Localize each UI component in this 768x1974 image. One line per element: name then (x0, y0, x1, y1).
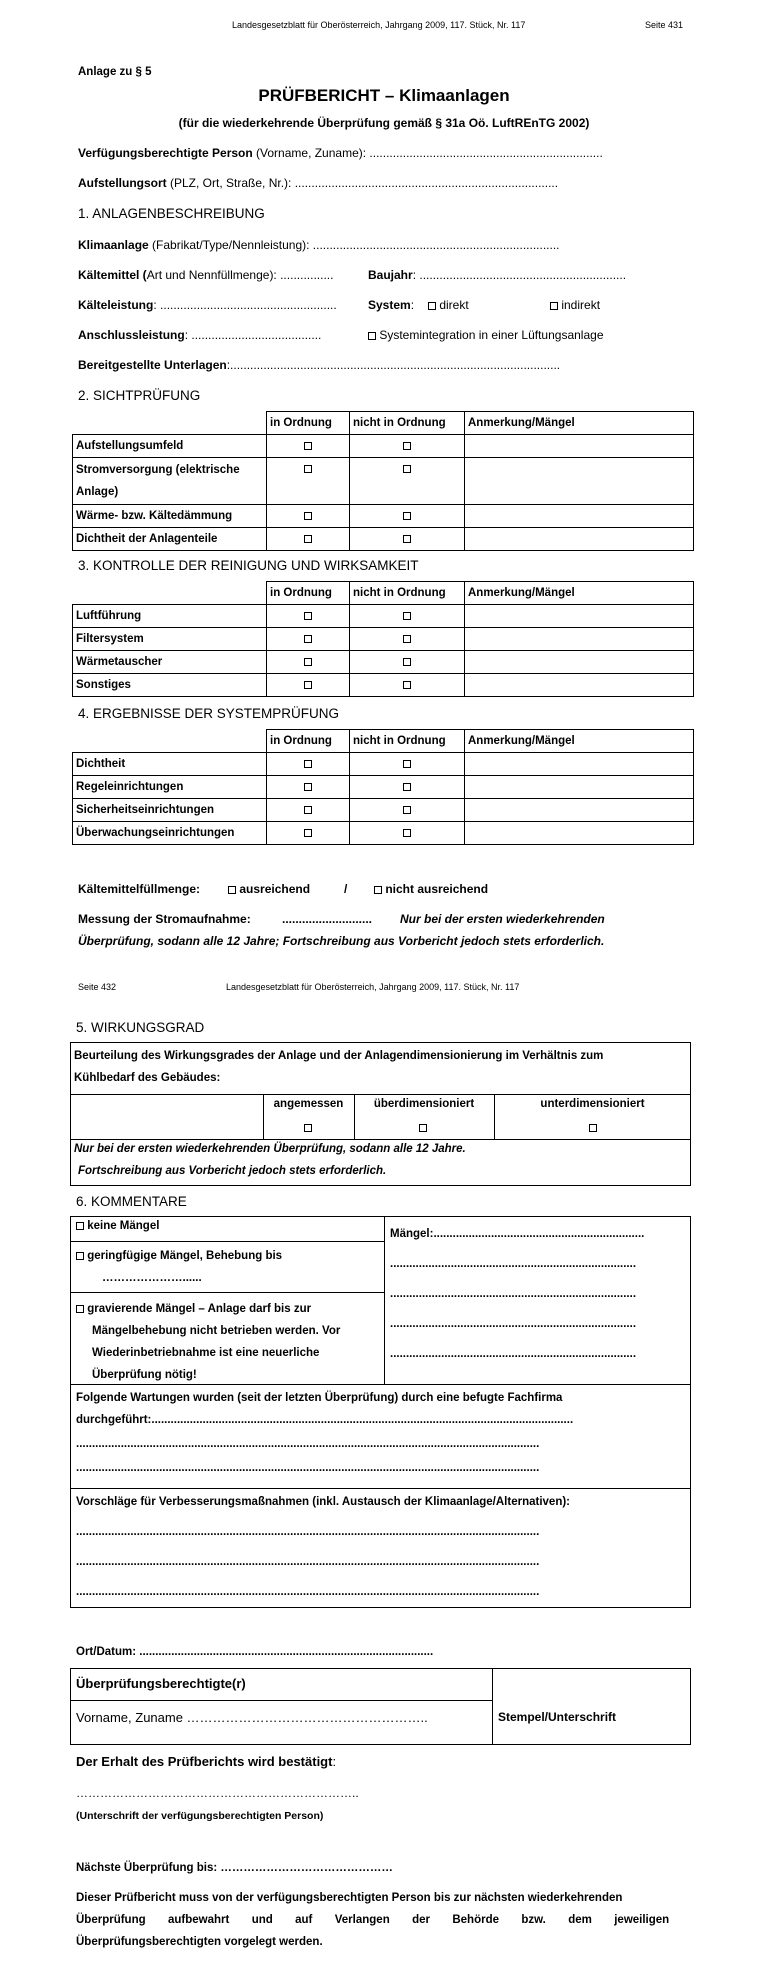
gravierende-maengel-option[interactable]: gravierende Mängel – Anlage darf bis zur Mängelbehebung nicht betrieben werden. Vor Wiederinbetriebnahme ist eine neuerliche Überprüfung nötig! (76, 1298, 340, 1386)
checkbox[interactable] (304, 442, 312, 450)
location-field[interactable]: Aufstellungsort (PLZ, Ort, Straße, Nr.): ............................................................................... (78, 176, 559, 190)
option-ueberdimensioniert-label: überdimensioniert (373, 1098, 475, 1110)
checkbox[interactable] (304, 681, 312, 689)
measure-label: Messung der Stromaufnahme: (78, 912, 251, 926)
anschluss-field[interactable]: Anschlussleistung: ....................................... (78, 328, 322, 342)
checkbox[interactable] (403, 442, 411, 450)
vorschlaege-line[interactable]: ................................................................................................................................................. (76, 1526, 540, 1538)
checkbox[interactable] (403, 465, 411, 473)
checkbox[interactable] (304, 658, 312, 666)
checkbox[interactable] (304, 512, 312, 520)
fill-quantity: Kältemittelfüllmenge: (78, 882, 201, 896)
sichtpruefung-table (72, 411, 694, 551)
unterdimensioniert-checkbox[interactable] (589, 1120, 597, 1134)
footer-line-1: Dieser Prüfbericht muss von der verfügungsberechtigten Person bis zur nächsten wiederkehrenden (76, 1892, 623, 1904)
remarks-cell[interactable] (465, 628, 694, 651)
behebung-bis-field[interactable]: …………………...... (102, 1272, 202, 1284)
table-row: Luftführung (73, 605, 694, 628)
wirkungsgrad-note-1: Nur bei der ersten wiederkehrenden Überprüfung, sodann alle 12 Jahre. (74, 1143, 466, 1155)
section-1-heading: 1. ANLAGENBESCHREIBUNG (78, 206, 265, 221)
system-direkt-option[interactable]: direkt (428, 298, 469, 312)
naechste-pruefung-field[interactable]: Nächste Überprüfung bis: ……………………………………… (76, 1862, 393, 1874)
wartung-line[interactable]: ................................................................................................................................................. (76, 1462, 540, 1474)
page-number: Seite 432 (78, 982, 117, 992)
table-header-row (73, 412, 694, 435)
annex-label: Anlage zu § 5 (78, 66, 152, 78)
vorschlaege-line[interactable]: ................................................................................................................................................. (76, 1556, 540, 1568)
section-4-heading: 4. ERGEBNISSE DER SYSTEMPRÜFUNG (78, 706, 340, 721)
option-angemessen-label: angemessen (273, 1098, 344, 1110)
kaelteleistung-field[interactable]: Kälteleistung: ..................................................... (78, 298, 337, 312)
systempruefung-table: in Ordnung nicht in Ordnung Anmerkung/Mängel Dichtheit Regeleinrichtungen Sicherheitseinrichtungen Überwachungseinrichtungen (72, 729, 694, 845)
checkbox[interactable] (403, 681, 411, 689)
checkbox[interactable] (403, 635, 411, 643)
col-header-remarks: Anmerkung/Mängel (465, 412, 694, 435)
table-row: Sonstiges (73, 674, 694, 697)
table-row: Stromversorgung (elektrische Anlage) (73, 458, 694, 505)
checkbox[interactable] (304, 760, 312, 768)
checkbox[interactable] (403, 612, 411, 620)
table-row: Sicherheitseinrichtungen (73, 799, 694, 822)
checkbox[interactable] (403, 512, 411, 520)
kaeltemittel-field[interactable]: Kältemittel (Art und Nennfüllmenge): ................ (78, 268, 334, 282)
measure-note-1: Nur bei der ersten wiederkehrenden (400, 912, 605, 926)
section-2-heading: 2. SICHTPRÜFUNG (78, 388, 201, 403)
section-5-heading: 5. WIRKUNGSGRAD (76, 1020, 205, 1035)
angemessen-checkbox[interactable] (304, 1120, 312, 1134)
checkbox[interactable] (403, 760, 411, 768)
vorschlaege-line[interactable]: ................................................................................................................................................. (76, 1586, 540, 1598)
page-title: PRÜFBERICHT – Klimaanlagen (258, 86, 510, 105)
checkbox[interactable] (403, 658, 411, 666)
table-row: Wärmetauscher (73, 651, 694, 674)
table-row: Dichtheit der Anlagenteile (73, 528, 694, 551)
klimaanlage-field[interactable]: Klimaanlage (Fabrikat/Type/Nennleistung): .......................................................................... (78, 238, 560, 252)
checkbox[interactable] (304, 783, 312, 791)
measure-dots[interactable]: ........................... (282, 912, 373, 926)
page-number: Seite 431 (645, 20, 684, 30)
checkbox[interactable] (304, 635, 312, 643)
table-row: Filtersystem (73, 628, 694, 651)
remarks-cell[interactable] (465, 799, 694, 822)
maengel-line[interactable]: ............................................................................. (390, 1288, 637, 1300)
remarks-cell[interactable] (465, 674, 694, 697)
section-6-heading: 6. KOMMENTARE (76, 1194, 187, 1209)
ort-datum-field[interactable]: Ort/Datum: ............................................................................................ (76, 1646, 434, 1658)
table-row: Aufstellungsumfeld (73, 435, 694, 458)
wirkungsgrad-note-2: Fortschreibung aus Vorbericht jedoch stets erforderlich. (78, 1165, 387, 1177)
erhalt-signature-field[interactable]: …………………………………………………………….. (76, 1786, 359, 1800)
fill-ausreichend-option[interactable]: ausreichend (228, 882, 310, 896)
erhalt-label: Der Erhalt des Prüfberichts wird bestätigt: (76, 1754, 337, 1769)
footer-line-3: Überprüfungsberechtigten vorgelegt werden. (76, 1936, 323, 1948)
checkbox[interactable] (228, 886, 236, 894)
checkbox[interactable] (76, 1252, 84, 1260)
page-header-journal: Landesgesetzblatt für Oberösterreich, Jahrgang 2009, 117. Stück, Nr. 117 (232, 20, 526, 30)
maengel-line[interactable]: ............................................................................. (390, 1348, 637, 1360)
remarks-cell[interactable] (465, 505, 694, 528)
vorschlaege-label: Vorschläge für Verbesserungsmaßnahmen (inkl. Austausch der Klimaanlage/Alternativen): (76, 1496, 571, 1508)
ueberdimensioniert-checkbox[interactable] (419, 1120, 427, 1134)
checkbox[interactable] (304, 806, 312, 814)
keine-maengel-option[interactable]: keine Mängel (76, 1220, 159, 1232)
unterlagen-field[interactable]: Bereitgestellte Unterlagen:................................................................................................... (78, 358, 561, 372)
page-subtitle: (für die wiederkehrende Überprüfung gemäß § 31a Oö. LuftREnTG 2002) (178, 116, 590, 130)
maengel-line[interactable]: ............................................................................. (390, 1318, 637, 1330)
remarks-cell[interactable] (465, 776, 694, 799)
system-indirekt-option[interactable]: indirekt (550, 298, 600, 312)
stempel-unterschrift-field[interactable]: Stempel/Unterschrift (498, 1710, 617, 1724)
systemintegration-option[interactable]: Systemintegration in einer Lüftungsanlage (368, 328, 604, 342)
table-row: Wärme- bzw. Kältedämmung (73, 505, 694, 528)
checkbox[interactable] (403, 535, 411, 543)
table-row: Dichtheit (73, 753, 694, 776)
fill-nicht-ausreichend-option[interactable]: nicht ausreichend (374, 882, 488, 896)
system-field: System: (368, 298, 421, 312)
wartung-text-1: Folgende Wartungen wurden (seit der letzten Überprüfung) durch eine befugte Fachfirma (76, 1392, 563, 1404)
wartung-line[interactable]: ................................................................................................................................................. (76, 1438, 540, 1450)
wirkungsgrad-intro-2: Kühlbedarf des Gebäudes: (74, 1072, 221, 1084)
checkbox[interactable] (550, 302, 558, 310)
checkbox[interactable] (304, 612, 312, 620)
checkbox[interactable] (304, 465, 312, 473)
remarks-cell[interactable] (465, 753, 694, 776)
name-field[interactable]: Vorname, Zuname ……………………………………………….. (76, 1710, 428, 1725)
fill-separator: / (344, 882, 348, 896)
checkbox[interactable] (368, 332, 376, 340)
remarks-cell[interactable] (465, 435, 694, 458)
wartung-field[interactable]: durchgeführt:.................................................................................................................................... (76, 1414, 574, 1426)
section-3-heading: 3. KONTROLLE DER REINIGUNG UND WIRKSAMKEIT (78, 558, 419, 573)
maengel-line[interactable]: ............................................................................. (390, 1258, 637, 1270)
checkbox[interactable] (428, 302, 436, 310)
berechtigter-label: Überprüfungsberechtigte(r) (76, 1676, 246, 1691)
maengel-field[interactable]: Mängel:.................................................................. (390, 1228, 645, 1240)
measure-note-2: Überprüfung, sodann alle 12 Jahre; Fortschreibung aus Vorbericht jedoch stets erforderlich. (78, 934, 605, 948)
remarks-cell[interactable] (465, 528, 694, 551)
remarks-cell[interactable] (465, 651, 694, 674)
remarks-cell[interactable] (465, 605, 694, 628)
baujahr-field[interactable]: Baujahr: .............................................................. (368, 268, 627, 282)
erhalt-caption: (Unterschrift der verfügungsberechtigten Person) (76, 1810, 324, 1822)
checkbox[interactable] (76, 1305, 84, 1313)
wirkungsgrad-intro-1: Beurteilung des Wirkungsgrades der Anlage und der Anlagendimensionierung im Verhältnis zum (74, 1050, 604, 1062)
footer-line-2: Überprüfung aufbewahrt und auf Verlangen der Behörde bzw. dem jeweiligen (76, 1914, 670, 1926)
reinigung-table: in Ordnung nicht in Ordnung Anmerkung/Mängel Luftführung Filtersystem Wärmetauscher Sonstiges (72, 581, 694, 697)
person-field[interactable]: Verfügungsberechtigte Person (Vorname, Zuname): ...................................................................... (78, 146, 603, 160)
remarks-cell[interactable] (465, 822, 694, 845)
checkbox[interactable] (304, 535, 312, 543)
checkbox[interactable] (403, 806, 411, 814)
option-unterdimensioniert-label: unterdimensioniert (540, 1098, 645, 1110)
checkbox[interactable] (304, 829, 312, 837)
checkbox[interactable] (76, 1222, 84, 1230)
col-header-ok: in Ordnung (267, 412, 350, 435)
checkbox[interactable] (403, 829, 411, 837)
table-row: Überwachungseinrichtungen (73, 822, 694, 845)
page-header-journal: Landesgesetzblatt für Oberösterreich, Jahrgang 2009, 117. Stück, Nr. 117 (226, 982, 520, 992)
table-row: Regeleinrichtungen (73, 776, 694, 799)
checkbox[interactable] (403, 783, 411, 791)
checkbox[interactable] (374, 886, 382, 894)
geringfuegige-maengel-option[interactable]: geringfügige Mängel, Behebung bis (76, 1250, 282, 1262)
col-header-not-ok: nicht in Ordnung (350, 412, 465, 435)
remarks-cell[interactable] (465, 458, 694, 505)
